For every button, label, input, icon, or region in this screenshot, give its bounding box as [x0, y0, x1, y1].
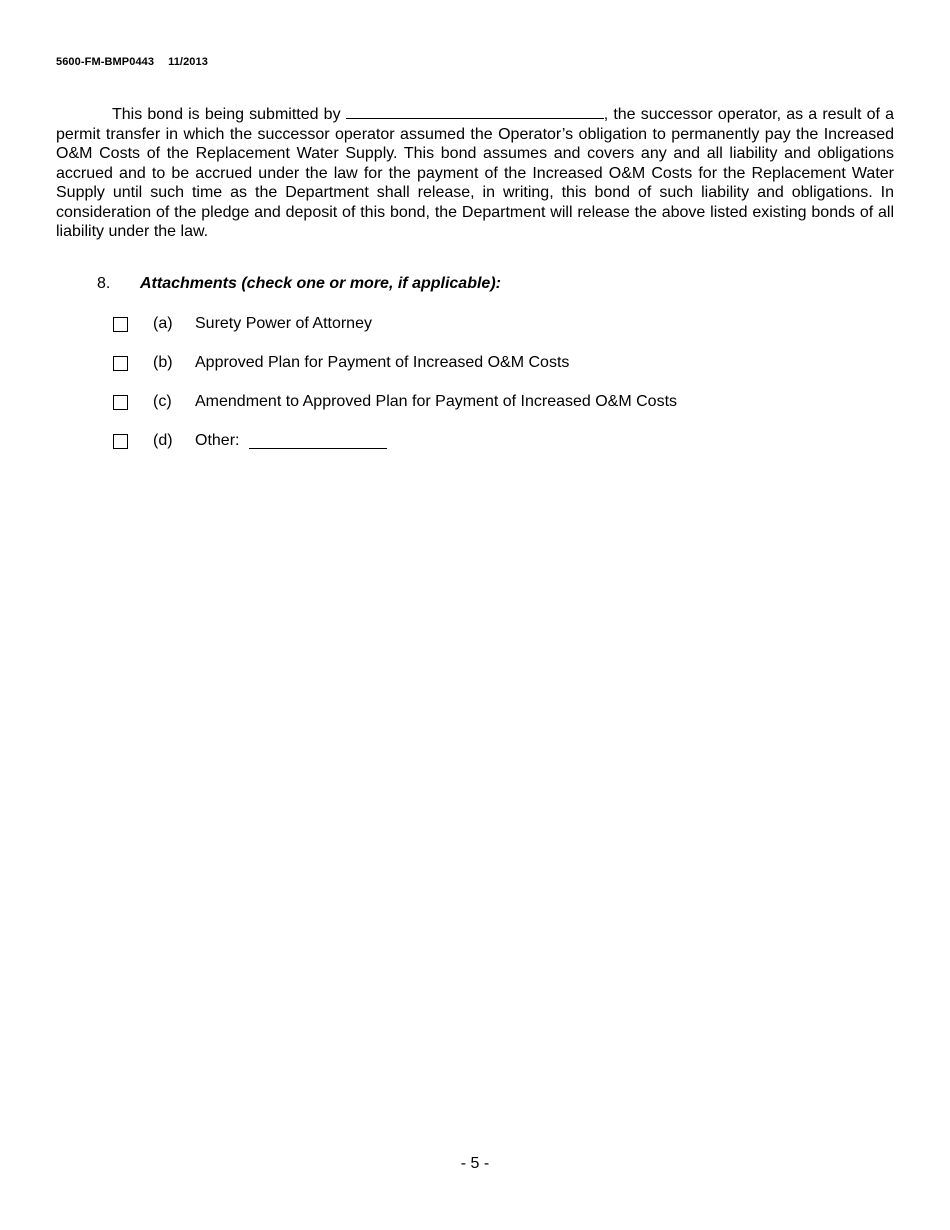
section-title: Attachments (check one or more, if applicable): — [140, 275, 501, 292]
attachment-label: Other: — [195, 432, 240, 449]
form-identifier — [56, 56, 208, 68]
attachment-b-checkbox[interactable] — [113, 356, 128, 371]
attachment-letter: (d) — [153, 432, 173, 449]
page-number: - 5 - — [460, 1155, 490, 1172]
form-number: 5600-FM-BMP0443 — [56, 56, 155, 68]
section-number: 8. — [97, 275, 111, 292]
attachments-checklist — [113, 314, 677, 470]
attachment-a-checkbox[interactable] — [113, 317, 128, 332]
attachment-item-approved-plan — [113, 353, 677, 373]
attachment-label: Approved Plan for Payment of Increased O&M Costs — [195, 354, 570, 371]
attachments-section-heading — [97, 275, 501, 293]
paragraph-lead-text: This bond is being submitted by — [112, 106, 346, 123]
attachment-item-amendment-to-approved-plan — [113, 392, 677, 412]
form-date: 11/2013 — [168, 56, 208, 68]
attachment-letter: (b) — [153, 354, 173, 371]
attachment-label: Surety Power of Attorney — [195, 315, 372, 332]
attachment-c-checkbox[interactable] — [113, 395, 128, 410]
attachment-letter: (c) — [153, 393, 172, 410]
paragraph-body-text: , the successor operator, as a result of a permit transfer in which the successor operator assumed the Operator’s obligation to permanently pay the Increased O&M Costs of the Replacement Water Supply. This bond assumes and covers any and all liability and obligations accrued and to be accrued under the law for the payment of the Increased O&M Costs for the Replacement Water Supply until such time as the Department shall release, in writing, this bond of such liability and obligations. In consideration of the pledge and deposit of this bond, the Department will release the above listed existing bonds of all liability under the law. — [56, 106, 895, 240]
other-blank-field[interactable] — [249, 433, 387, 449]
attachment-label: Amendment to Approved Plan for Payment of Increased O&M Costs — [195, 393, 678, 410]
attachment-item-surety-power-of-attorney — [113, 314, 677, 334]
successor-operator-blank-field[interactable] — [346, 104, 604, 119]
attachment-letter: (a) — [153, 315, 173, 332]
attachment-d-checkbox[interactable] — [113, 434, 128, 449]
bond-submission-paragraph — [56, 104, 894, 242]
attachment-item-other — [113, 431, 677, 451]
